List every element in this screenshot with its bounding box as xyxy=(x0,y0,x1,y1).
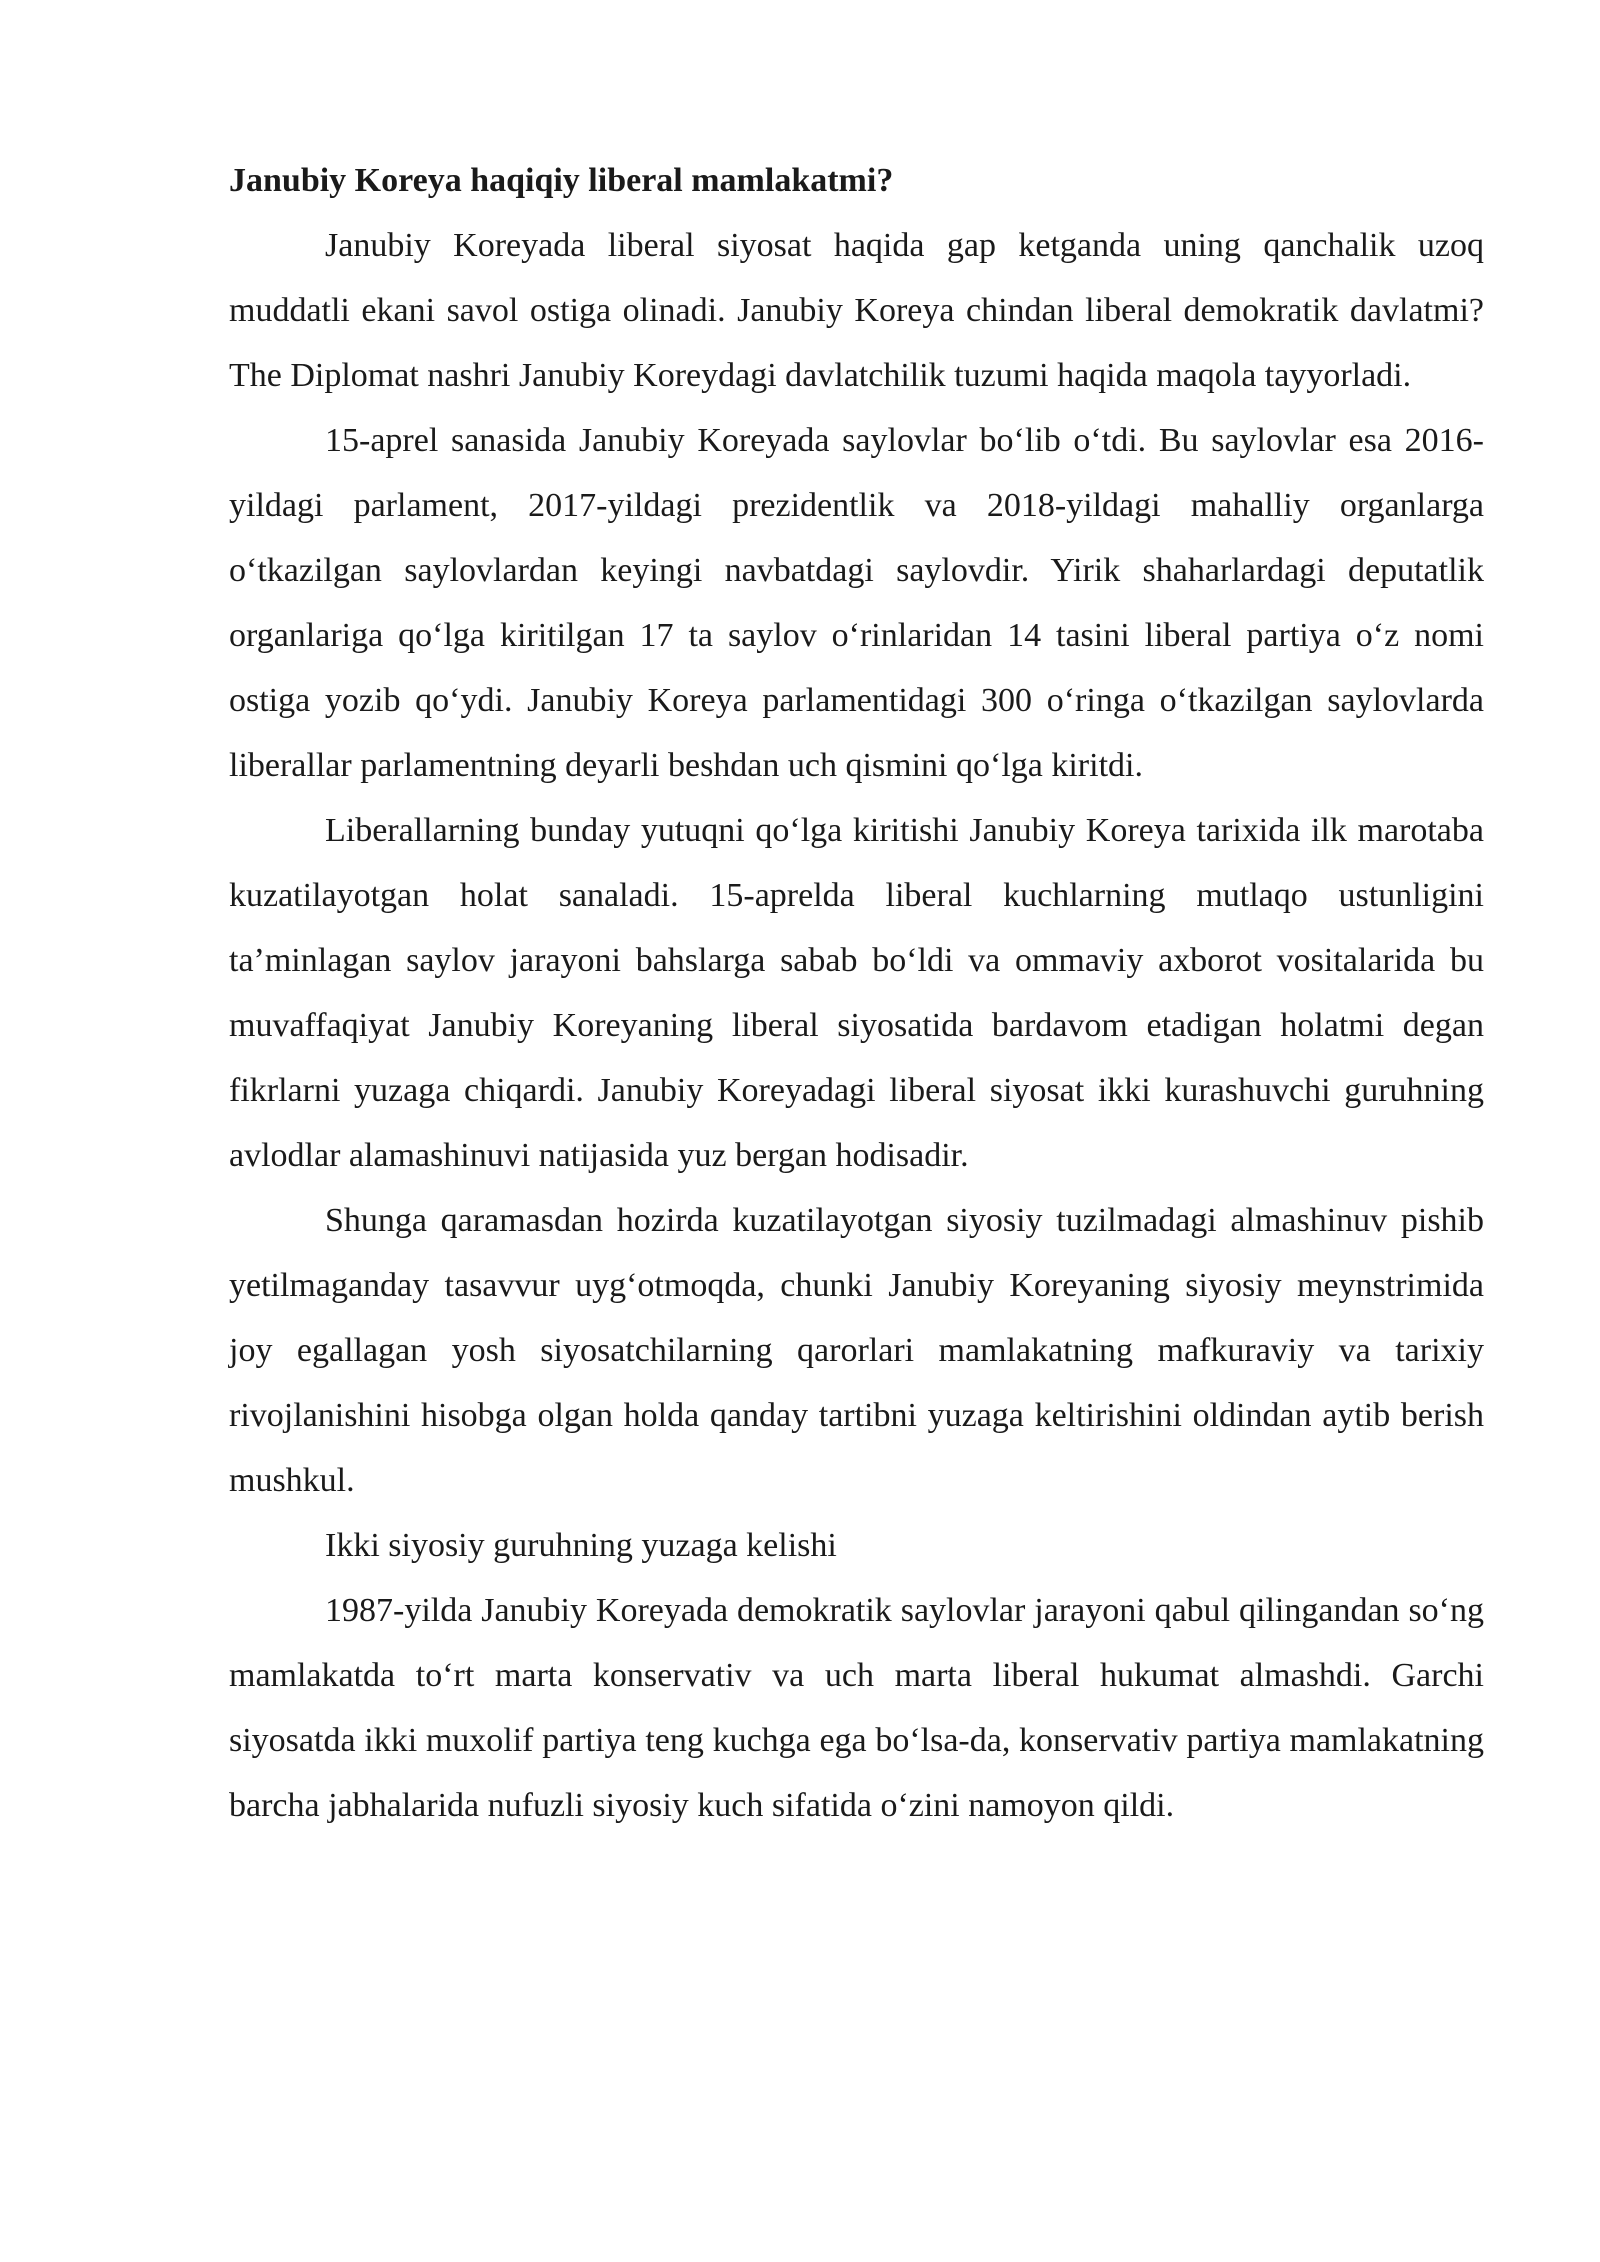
paragraph-elections: 15-aprel sanasida Janubiy Koreyada saylovlar bo‘lib o‘tdi. Bu saylovlar esa 2016-yildagi parlament, 2017-yildagi prezidentlik va 2018-yildagi mahalliy organlarga o‘tkazilgan saylovlardan keyingi navbatdagi saylovdir. Yirik shaharlardagi deputatlik organlariga qo‘lga kiritilgan 17 ta saylov o‘rinlaridan 14 tasini liberal partiya o‘z nomi ostiga yozib qo‘ydi. Janubiy Koreya parlamentidagi 300 o‘ringa o‘tkazilgan saylovlarda liberallar parlamentning deyarli beshdan uch qismini qo‘lga kiritdi. xyxy=(229,422,1484,784)
paragraph-1987-elections: 1987-yilda Janubiy Koreyada demokratik saylovlar jarayoni qabul qilingandan so‘ng mamlakatda to‘rt marta konservativ va uch marta liberal hukumat almashdi. Garchi siyosatda ikki muxolif partiya teng kuchga ega bo‘lsa-da, konservativ partiya mamlakatning barcha jabhalarida nufuzli siyosiy kuch sifatida o‘zini namoyon qildi. xyxy=(229,1592,1484,1824)
paragraph-liberal-success: Liberallarning bunday yutuqni qo‘lga kiritishi Janubiy Koreya tarixida ilk marotaba kuzatilayotgan holat sanaladi. 15-aprelda liberal kuchlarning mutlaqo ustunligini ta’minlagan saylov jarayoni bahslarga sabab bo‘ldi va ommaviy axborot vositalarida bu muvaffaqiyat Janubiy Koreyaning liberal siyosatida bardavom etadigan holatmi degan fikrlarni yuzaga chiqardi. Janubiy Koreyadagi liberal siyosat ikki kurashuvchi guruhning avlodlar alamashinuvi natijasida yuz bergan hodisadir. xyxy=(229,812,1484,1174)
paragraph-intro: Janubiy Koreyada liberal siyosat haqida gap ketganda uning qanchalik uzoq muddatli ekani savol ostiga olinadi. Janubiy Koreya chindan liberal demokratik davlatmi? The Diplomat nashri Janubiy Koreydagi davlatchilik tuzumi haqida maqola tayyorladi. xyxy=(229,227,1484,394)
document-title: Janubiy Koreya haqiqiy liberal mamlakatmi? xyxy=(229,162,894,199)
section-heading-two-groups: Ikki siyosiy guruhning yuzaga kelishi xyxy=(325,1527,837,1564)
document-page xyxy=(229,148,1484,1838)
paragraph-political-change: Shunga qaramasdan hozirda kuzatilayotgan siyosiy tuzilmadagi almashinuv pishib yetilmaganday tasavvur uyg‘otmoqda, chunki Janubiy Koreyaning siyosiy meynstrimida joy egallagan yosh siyosatchilarning qarorlari mamlakatning mafkuraviy va tarixiy rivojlanishini hisobga olgan holda qanday tartibni yuzaga keltirishini oldindan aytib berish mushkul. xyxy=(229,1202,1484,1499)
